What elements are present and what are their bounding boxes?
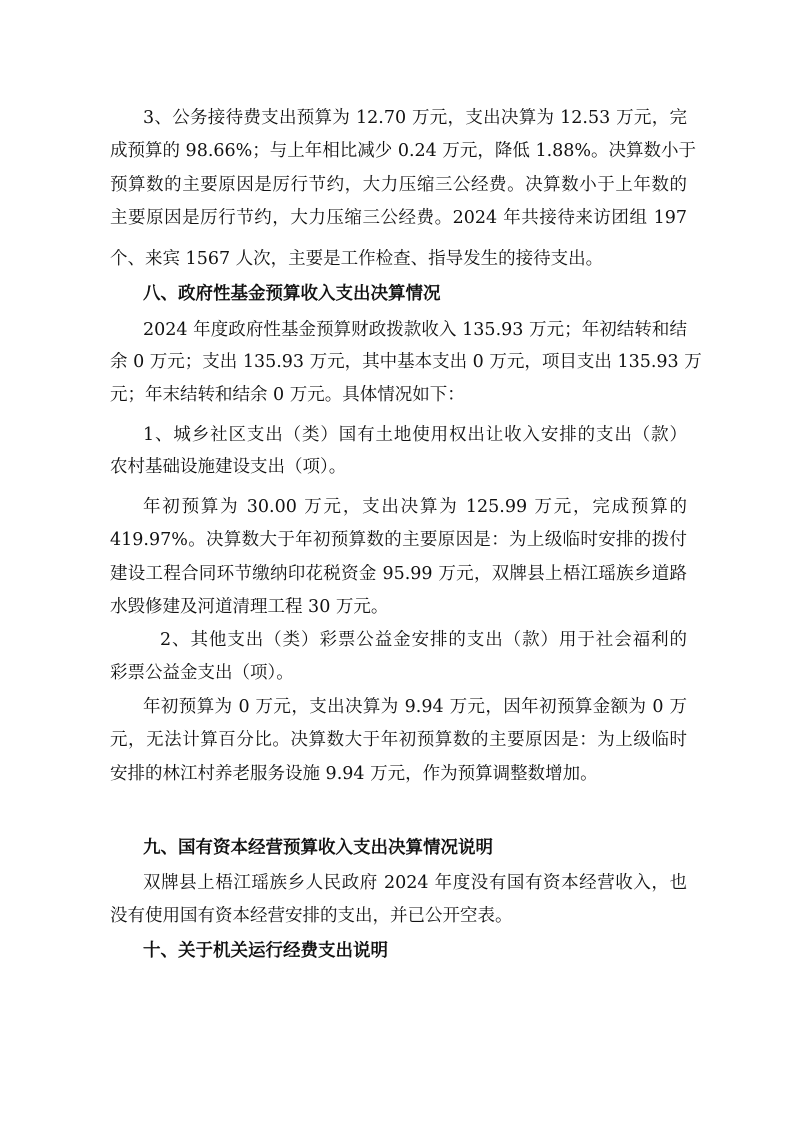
- paragraph-line: 安排的林江村养老服务设施 9.94 万元，作为预算调整数增加。: [110, 764, 598, 784]
- paragraph-line: 预算数的主要原因是厉行节约，大力压缩三公经费。决算数小于上年数的: [110, 175, 687, 195]
- paragraph-line: 419.97%。决算数大于年初预算数的主要原因是：为上级临时安排的拨付: [110, 530, 687, 550]
- paragraph-line: 3、公务接待费支出预算为 12.70 万元，支出决算为 12.53 万元，完: [143, 108, 687, 128]
- paragraph-line: 彩票公益金支出（项）。: [110, 663, 294, 683]
- paragraph-line: 主要原因是厉行节约，大力压缩三公经费。2024 年共接待来访团组 197: [110, 208, 687, 228]
- paragraph-line: 2、其他支出（类）彩票公益金安排的支出（款）用于社会福利的: [160, 630, 687, 650]
- section-heading: 八、政府性基金预算收入支出决算情况: [143, 284, 441, 304]
- paragraph-line: 建设工程合同环节缴纳印花税资金 95.99 万元，双牌县上梧江瑶族乡道路: [110, 564, 687, 584]
- paragraph-line: 1、城乡社区支出（类）国有土地使用权出让收入安排的支出（款）: [143, 425, 687, 445]
- paragraph-line: 年初预算为 30.00 万元，支出决算为 125.99 万元，完成预算的: [143, 497, 687, 517]
- section-heading: 九、国有资本经营预算收入支出决算情况说明: [143, 838, 493, 858]
- paragraph-line: 个、来宾 1567 人次，主要是工作检查、指导发生的接待支出。: [110, 249, 604, 269]
- paragraph-line: 没有使用国有资本经营安排的支出，并已公开空表。: [110, 906, 513, 926]
- paragraph-line: 年初预算为 0 万元，支出决算为 9.94 万元，因年初预算金额为 0 万: [143, 697, 687, 717]
- paragraph-line: 成预算的 98.66%；与上年相比减少 0.24 万元，降低 1.88%。决算数小于: [110, 141, 697, 161]
- paragraph-line: 2024 年度政府性基金预算财政拨款收入 135.93 万元；年初结转和结: [143, 320, 687, 340]
- paragraph-line: 余 0 万元；支出 135.93 万元，其中基本支出 0 万元，项目支出 135.93 万: [110, 352, 702, 372]
- paragraph-line: 元，无法计算百分比。决算数大于年初预算数的主要原因是：为上级临时: [110, 730, 687, 750]
- section-heading: 十、关于机关运行经费支出说明: [143, 941, 388, 961]
- paragraph-line: 元；年末结转和结余 0 万元。具体情况如下：: [110, 385, 465, 405]
- paragraph-line: 水毁修建及河道清理工程 30 万元。: [110, 597, 389, 617]
- paragraph-line: 双牌县上梧江瑶族乡人民政府 2024 年度没有国有资本经营收入，也: [143, 873, 687, 893]
- paragraph-line: 农村基础设施建设支出（项）。: [110, 457, 347, 477]
